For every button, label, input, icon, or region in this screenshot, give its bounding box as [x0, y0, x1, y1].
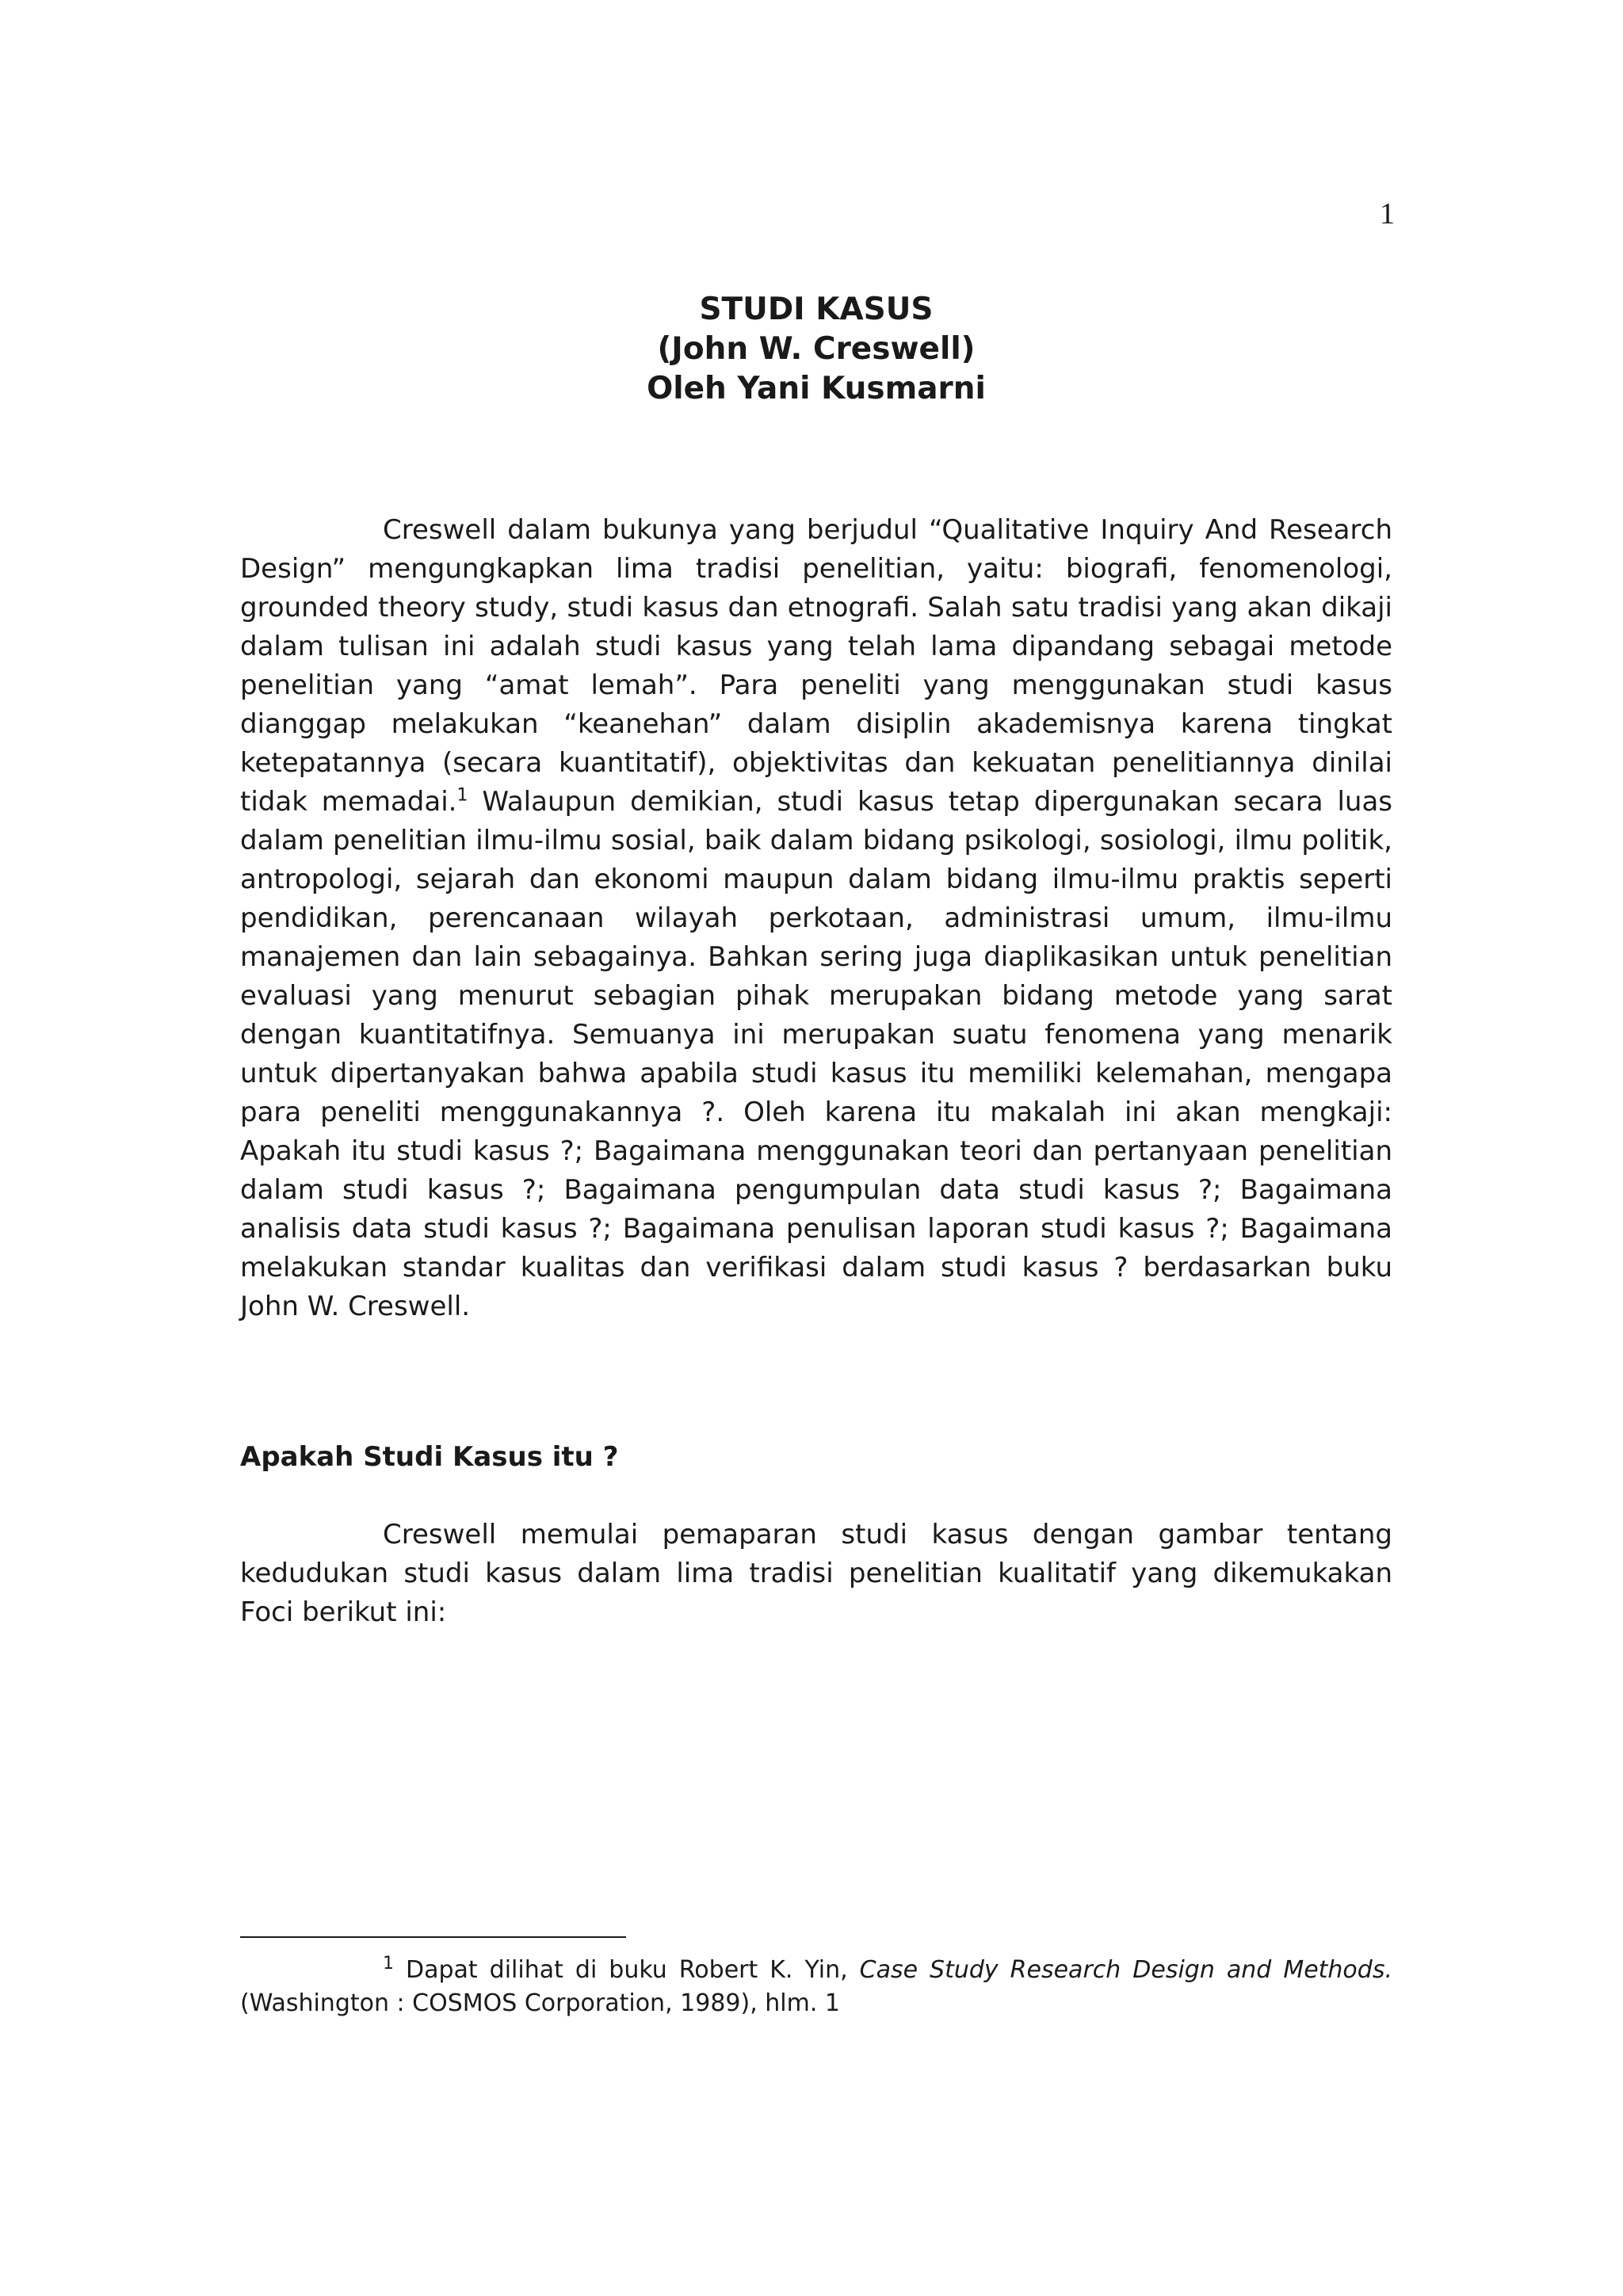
intro-paragraph: [240, 511, 1392, 1326]
intro-text-part1: Creswell dalam bukunya yang berjudul “Qualitative Inquiry And Research Design” mengungkapkan lima tradisi penelitian, yaitu: biografi, fenomenologi, grounded theory study, studi kasus dan etnografi. Salah satu tradisi yang akan dikaji dalam tulisan ini adalah studi kasus yang telah lama dipandang sebagai metode penelitian yang “amat lemah”. Para peneliti yang menggunakan studi kasus dianggap melakukan “keanehan” dalam disiplin akademisnya karena tingkat ketepatannya (secara kuantitatif), objektivitas dan kekuatan penelitiannya dinilai tidak memadai.: [240, 514, 1392, 818]
intro-text-part2: Walaupun demikian, studi kasus tetap dipergunakan secara luas dalam penelitian ilmu-ilmu sosial, baik dalam bidang psikologi, sosiologi, ilmu politik, antropologi, sejarah dan ekonomi maupun dalam bidang ilmu-ilmu praktis seperti pendidikan, perencanaan wilayah perkotaan, administrasi umum, ilmu-ilmu manajemen dan lain sebagainya. Bahkan sering juga diaplikasikan untuk penelitian evaluasi yang menurut sebagian pihak merupakan bidang metode yang sarat dengan kuantitatifnya. Semuanya ini merupakan suatu fenomena yang menarik untuk dipertanyakan bahwa apabila studi kasus itu memiliki kelemahan, mengapa para peneliti menggunakannya ?. Oleh karena itu makalah ini akan mengkaji: Apakah itu studi kasus ?; Bagaimana menggunakan teori dan pertanyaan penelitian dalam studi kasus ?; Bagaimana pengumpulan data studi kasus ?; Bagaimana analisis data studi kasus ?; Bagaimana penulisan laporan studi kasus ?; Bagaimana melakukan standar kualitas dan verifikasi dalam studi kasus ? berdasarkan buku John W. Creswell.: [240, 786, 1392, 1322]
footnote-book-title: Case Study Research Design and Methods.: [859, 1956, 1392, 1984]
section-paragraph: Creswell memulai pemaparan studi kasus dengan gambar tentang kedudukan studi kasus dalam lima tradisi penelitian kualitatif yang dikemukakan Foci berikut ini:: [240, 1519, 1392, 1628]
footnote-reference: 1: [456, 785, 468, 806]
footnote: [240, 1954, 1392, 2020]
title-line-main: STUDI KASUS: [699, 292, 934, 327]
footnote-marker: 1: [383, 1954, 394, 1974]
document-title: [240, 290, 1392, 409]
section-heading: Apakah Studi Kasus itu ?: [240, 1441, 619, 1473]
page-number: 1: [1380, 197, 1395, 231]
footnote-text-part1: Dapat dilihat di buku Robert K. Yin,: [394, 1956, 860, 1984]
footnote-divider: [240, 1936, 626, 1938]
title-line-author: (John W. Creswell): [657, 331, 976, 367]
title-line-writer: Oleh Yani Kusmarni: [647, 371, 986, 406]
footnote-text-part2: (Washington : COSMOS Corporation, 1989), hlm. 1: [240, 1989, 841, 2017]
